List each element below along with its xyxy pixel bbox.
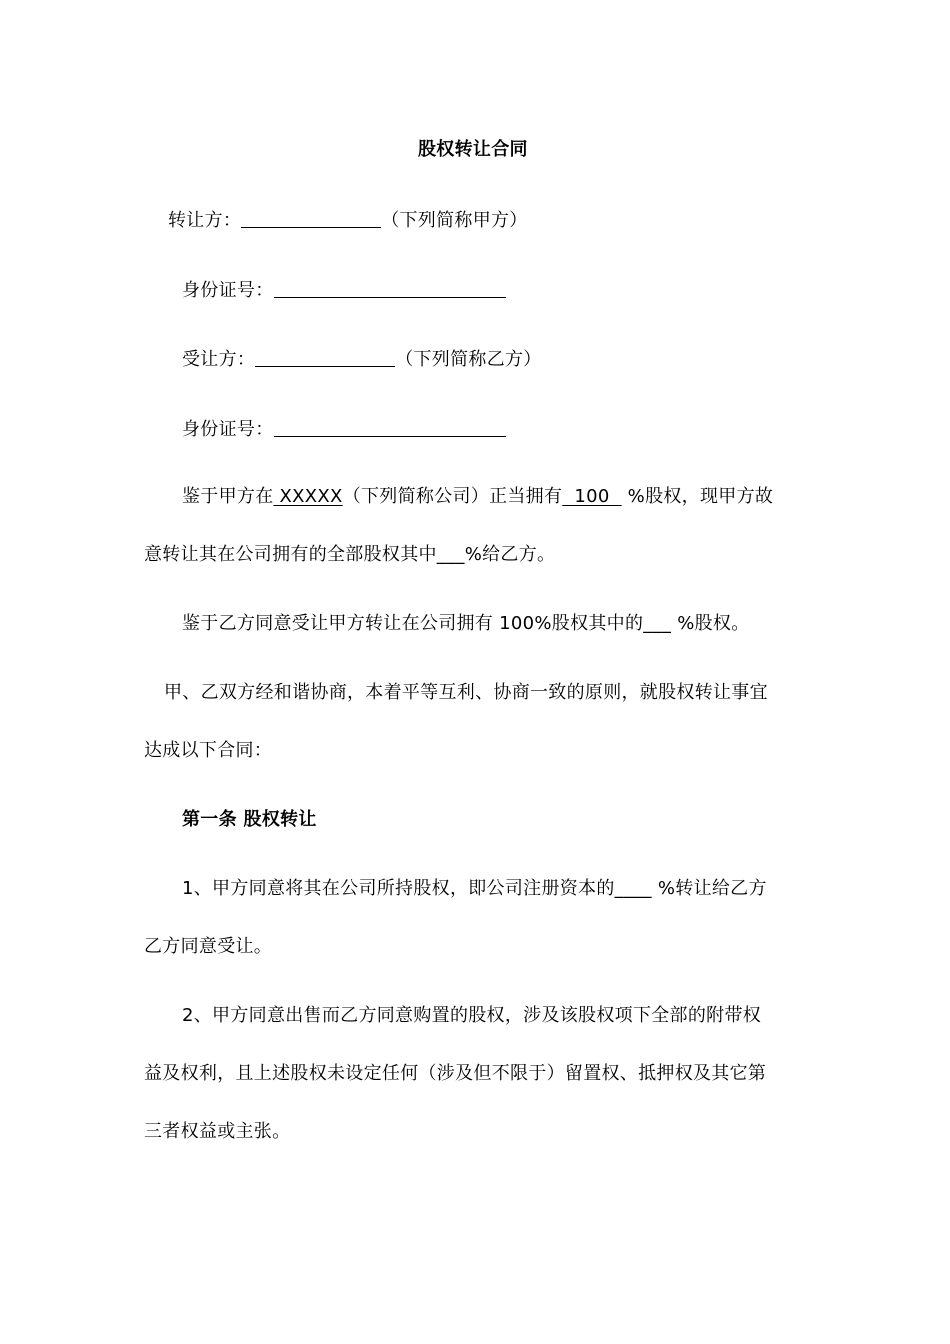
transferor-line [168,207,528,233]
transferee-id-line [182,416,506,442]
transferee-note: （下列简称乙方） [395,349,542,370]
transferor-label: 转让方： [168,210,242,231]
transferor-note: （下列简称甲方） [381,210,528,231]
article1-item1-line2: 乙方同意受让。 [144,936,273,957]
article1-item2-line1: 2、甲方同意出售而乙方同意购置的股权，涉及该股权项下全部的附带权 [182,1005,762,1026]
para3-line1: 甲、乙双方经和谐协商，本着平等互利、协商一致的原则，就股权转让事宜 [164,682,768,703]
transferor-name-blank[interactable] [241,209,381,228]
para1-text-a: 鉴于甲方在 [182,486,274,507]
article1-heading: 第一条 股权转让 [182,809,317,830]
transferee-id-label: 身份证号： [182,419,274,440]
para1-line2: 意转让其在公司拥有的全部股权其中___%给乙方。 [144,544,556,565]
transferee-line [182,346,542,372]
article1-item2-line3: 三者权益或主张。 [144,1121,291,1142]
article1-item2-line2: 益及权利，且上述股权未设定任何（涉及但不限于）留置权、抵押权及其它第 [144,1063,767,1084]
transferee-id-blank[interactable] [274,418,506,437]
article1-item1-line1: 1、甲方同意将其在公司所持股权，即公司注册资本的____ %转让给乙方 [182,878,767,899]
para1-text-b: （下列简称公司）正当拥有 [342,486,563,507]
transferor-id-blank[interactable] [274,279,506,298]
para3-line2: 达成以下合同： [144,740,273,761]
transferor-id-label: 身份证号： [182,280,274,301]
transferee-label: 受让方： [182,349,256,370]
document-title: 股权转让合同 [418,139,528,160]
para1-text-c: %股权，现甲方故 [621,486,774,507]
share-percent-field: 100 [562,486,622,507]
company-name-field: XXXXX [273,486,343,507]
para2-line1: 鉴于乙方同意受让甲方转让在公司拥有 100%股权其中的___ %股权。 [182,613,750,634]
transferor-id-line [182,277,506,303]
transferee-name-blank[interactable] [255,348,395,367]
para1-line1 [182,485,773,509]
